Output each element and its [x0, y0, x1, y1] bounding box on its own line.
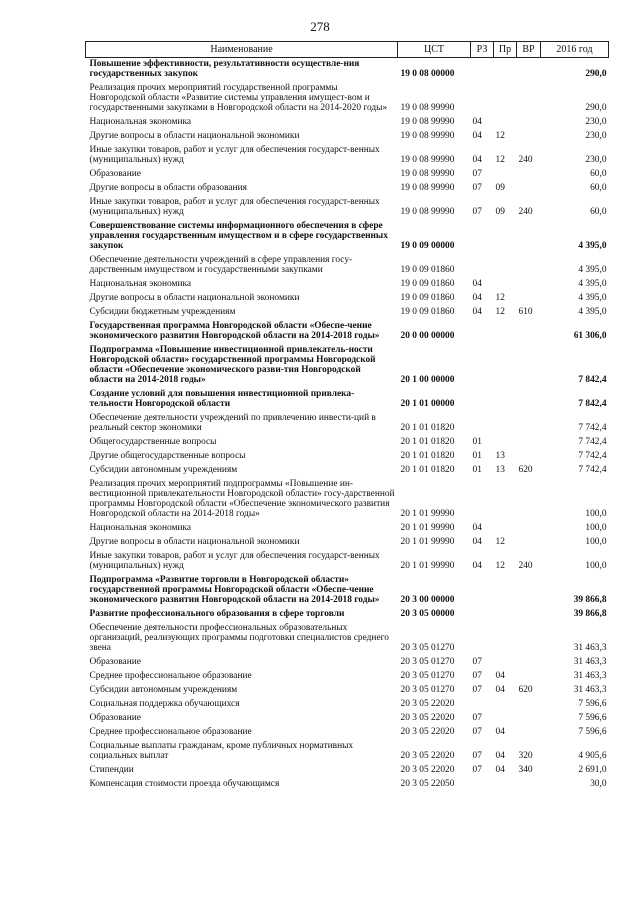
row-pr-cell: 12: [495, 561, 505, 571]
table-row: [86, 292, 609, 306]
column-header-name: Наименование: [86, 42, 398, 58]
row-vr-cell: [517, 254, 541, 278]
row-name-cell: Другие вопросы в области национальной экономики: [89, 131, 300, 141]
row-rz-cell: [471, 574, 494, 608]
row-pr-cell: 13: [495, 465, 505, 475]
row-sum-cell: 7 842,4: [578, 375, 607, 385]
table-row: [86, 522, 609, 536]
row-cst-cell: 20 0 00 00000: [400, 331, 455, 341]
row-cst-cell: 19 0 08 99990: [400, 117, 455, 127]
row-vr-cell: [517, 436, 541, 450]
row-cst-cell: 20 3 05 01270: [400, 685, 455, 695]
row-cst-cell: 19 0 08 99990: [400, 103, 455, 113]
row-rz-cell: 07: [472, 657, 482, 667]
row-cst-cell: 20 1 01 99990: [400, 537, 455, 547]
row-name-cell: Реализация прочих мероприятий подпрограммы «Повышение ин-вестиционной привлекательности Новгородской области» госу-дарственной программы Новгородской области «Обеспечение экономического развития Новгородской области на 2014-2018 годы»: [89, 479, 395, 519]
row-vr-cell: 240: [518, 561, 533, 571]
table-row: [86, 320, 609, 344]
row-vr-cell: [517, 698, 541, 712]
table-row: [86, 254, 609, 278]
row-name-cell: Образование: [89, 169, 141, 179]
row-rz-cell: 07: [472, 685, 482, 695]
table-row: [86, 574, 609, 608]
row-vr-cell: [517, 656, 541, 670]
row-cst-cell: 20 1 01 99990: [400, 523, 455, 533]
row-vr-cell: [517, 726, 541, 740]
row-name-cell: Иные закупки товаров, работ и услуг для обеспечения государст-венных (муниципальных) нужд: [89, 145, 380, 165]
row-pr-cell: [494, 436, 517, 450]
table-row: [86, 478, 609, 522]
row-sum-cell: 230,0: [585, 155, 607, 165]
row-sum-cell: 4 395,0: [578, 241, 607, 251]
row-vr-cell: 610: [518, 307, 533, 317]
row-pr-cell: [494, 522, 517, 536]
row-name-cell: Подпрограмма «Развитие торговли в Новгородской области» государственной программы Новгородской области «Обеспе-чение экономического развития Новгородской области на 2014-2018 годы»: [89, 575, 380, 605]
table-row: [86, 182, 609, 196]
row-pr-cell: [494, 412, 517, 436]
row-cst-cell: 20 1 01 01820: [400, 437, 455, 447]
row-cst-cell: 19 0 09 01860: [400, 265, 455, 275]
row-rz-cell: 04: [472, 523, 482, 533]
row-rz-cell: 04: [472, 155, 482, 165]
row-cst-cell: 20 3 05 22020: [400, 699, 455, 709]
column-header-rz: РЗ: [471, 42, 494, 58]
row-sum-cell: 31 463,3: [573, 671, 607, 681]
row-sum-cell: 7 742,4: [578, 423, 607, 433]
row-rz-cell: 01: [472, 465, 482, 475]
row-rz-cell: 04: [472, 307, 482, 317]
row-vr-cell: 240: [518, 155, 533, 165]
row-pr-cell: 09: [495, 183, 505, 193]
budget-table: [85, 41, 609, 792]
row-name-cell: Компенсация стоимости проезда обучающимся: [89, 779, 280, 789]
row-rz-cell: 07: [472, 169, 482, 179]
row-rz-cell: 01: [472, 451, 482, 461]
table-row: [86, 130, 609, 144]
row-rz-cell: [471, 344, 494, 388]
row-rz-cell: 07: [472, 751, 482, 761]
row-cst-cell: 20 1 01 99990: [400, 561, 455, 571]
row-pr-cell: [494, 220, 517, 254]
row-name-cell: Субсидии автономным учреждениям: [89, 465, 238, 475]
table-row: [86, 656, 609, 670]
row-vr-cell: [517, 168, 541, 182]
row-rz-cell: [471, 412, 494, 436]
row-pr-cell: 12: [495, 537, 505, 547]
row-cst-cell: 19 0 08 99990: [400, 131, 455, 141]
row-rz-cell: [471, 478, 494, 522]
row-vr-cell: [517, 130, 541, 144]
row-pr-cell: [494, 278, 517, 292]
row-vr-cell: [517, 278, 541, 292]
row-vr-cell: [517, 412, 541, 436]
row-rz-cell: [471, 778, 494, 792]
row-pr-cell: [494, 712, 517, 726]
row-vr-cell: 320: [518, 751, 533, 761]
row-rz-cell: 04: [472, 131, 482, 141]
row-cst-cell: 19 0 08 99990: [400, 183, 455, 193]
row-pr-cell: 12: [495, 131, 505, 141]
table-row: [86, 306, 609, 320]
row-sum-cell: 4 395,0: [578, 279, 607, 289]
row-vr-cell: [517, 82, 541, 116]
row-rz-cell: [471, 698, 494, 712]
row-name-cell: Стипендии: [89, 765, 134, 775]
row-vr-cell: [517, 574, 541, 608]
row-sum-cell: 39 866,8: [573, 595, 607, 605]
row-name-cell: Социальная поддержка обучающихся: [89, 699, 240, 709]
table-row: [86, 740, 609, 764]
row-vr-cell: [517, 670, 541, 684]
row-rz-cell: 07: [472, 727, 482, 737]
row-name-cell: Общегосударственные вопросы: [89, 437, 217, 447]
row-pr-cell: [494, 608, 517, 622]
row-vr-cell: 620: [518, 465, 533, 475]
row-sum-cell: 60,0: [590, 169, 607, 179]
row-rz-cell: 04: [472, 561, 482, 571]
row-rz-cell: 07: [472, 207, 482, 217]
table-row: [86, 712, 609, 726]
row-sum-cell: 7 842,4: [578, 399, 607, 409]
row-sum-cell: 7 596,6: [578, 699, 607, 709]
row-name-cell: Другие общегосударственные вопросы: [89, 451, 246, 461]
row-rz-cell: 04: [472, 293, 482, 303]
row-pr-cell: [494, 478, 517, 522]
row-name-cell: Субсидии бюджетным учреждениям: [89, 307, 236, 317]
row-cst-cell: 20 3 05 22020: [400, 751, 455, 761]
row-sum-cell: 100,0: [585, 523, 607, 533]
table-row: [86, 168, 609, 182]
row-cst-cell: 20 3 05 01270: [400, 671, 455, 681]
table-row: [86, 608, 609, 622]
row-name-cell: Образование: [89, 657, 141, 667]
row-name-cell: Среднее профессиональное образование: [89, 727, 252, 737]
row-sum-cell: 290,0: [585, 103, 607, 113]
row-sum-cell: 31 463,3: [573, 657, 607, 667]
row-vr-cell: [517, 58, 541, 83]
row-vr-cell: [517, 608, 541, 622]
row-pr-cell: 04: [495, 765, 505, 775]
row-name-cell: Реализация прочих мероприятий государственной программы Новгородской области «Развитие системы управления имущест-вом и государственными закупками в Новгородской области на 2014-2020 годы»: [89, 83, 388, 113]
row-sum-cell: 100,0: [585, 509, 607, 519]
row-sum-cell: 100,0: [585, 561, 607, 571]
row-vr-cell: [517, 344, 541, 388]
row-pr-cell: [494, 344, 517, 388]
row-vr-cell: [517, 712, 541, 726]
row-vr-cell: [517, 388, 541, 412]
row-sum-cell: 2 691,0: [578, 765, 607, 775]
row-sum-cell: 7 742,4: [578, 451, 607, 461]
row-cst-cell: 19 0 09 01860: [400, 279, 455, 289]
row-sum-cell: 100,0: [585, 537, 607, 547]
row-name-cell: Среднее профессиональное образование: [89, 671, 252, 681]
table-row: [86, 698, 609, 712]
row-vr-cell: [517, 522, 541, 536]
row-cst-cell: 20 3 05 22020: [400, 765, 455, 775]
row-name-cell: Обеспечение деятельности профессиональных образовательных организаций, реализующих программы подготовки специалистов среднего звена: [89, 623, 389, 653]
table-row: [86, 144, 609, 168]
row-vr-cell: [517, 778, 541, 792]
table-row: [86, 278, 609, 292]
row-name-cell: Национальная экономика: [89, 117, 192, 127]
row-vr-cell: [517, 116, 541, 130]
row-sum-cell: 60,0: [590, 183, 607, 193]
table-row: [86, 412, 609, 436]
row-cst-cell: 19 0 08 99990: [400, 169, 455, 179]
row-name-cell: Социальные выплаты гражданам, кроме публичных нормативных социальных выплат: [89, 741, 354, 761]
row-rz-cell: [471, 254, 494, 278]
row-cst-cell: 20 1 01 01820: [400, 423, 455, 433]
row-cst-cell: 20 3 05 01270: [400, 657, 455, 667]
row-vr-cell: [517, 220, 541, 254]
row-vr-cell: [517, 320, 541, 344]
row-cst-cell: 19 0 08 99990: [400, 155, 455, 165]
row-pr-cell: [494, 388, 517, 412]
row-pr-cell: [494, 698, 517, 712]
table-row: [86, 464, 609, 478]
row-cst-cell: 19 0 08 00000: [400, 69, 455, 79]
row-rz-cell: [471, 622, 494, 656]
table-row: [86, 550, 609, 574]
page-number: 278: [310, 19, 330, 34]
row-sum-cell: 60,0: [590, 207, 607, 217]
table-row: [86, 684, 609, 698]
row-vr-cell: [517, 478, 541, 522]
row-pr-cell: 12: [495, 307, 505, 317]
row-name-cell: Другие вопросы в области национальной экономики: [89, 537, 300, 547]
table-row: [86, 622, 609, 656]
row-rz-cell: [471, 220, 494, 254]
column-header-pr: Пр: [494, 42, 517, 58]
row-sum-cell: 7 596,6: [578, 727, 607, 737]
row-rz-cell: [471, 58, 494, 83]
row-pr-cell: [494, 320, 517, 344]
row-cst-cell: 19 0 09 00000: [400, 241, 455, 251]
row-rz-cell: 01: [472, 437, 482, 447]
row-name-cell: Иные закупки товаров, работ и услуг для обеспечения государст-венных (муниципальных) нужд: [89, 197, 380, 217]
row-pr-cell: [494, 778, 517, 792]
row-cst-cell: 20 1 01 00000: [400, 399, 455, 409]
row-pr-cell: 09: [495, 207, 505, 217]
table-row: [86, 58, 609, 83]
row-sum-cell: 230,0: [585, 131, 607, 141]
row-rz-cell: 07: [472, 183, 482, 193]
row-name-cell: Другие вопросы в области национальной экономики: [89, 293, 300, 303]
row-vr-cell: [517, 450, 541, 464]
row-cst-cell: 20 3 05 00000: [400, 609, 455, 619]
row-sum-cell: 4 395,0: [578, 265, 607, 275]
row-vr-cell: [517, 536, 541, 550]
row-pr-cell: 12: [495, 293, 505, 303]
row-rz-cell: [471, 608, 494, 622]
row-pr-cell: [494, 656, 517, 670]
table-row: [86, 436, 609, 450]
row-sum-cell: 4 905,6: [578, 751, 607, 761]
row-sum-cell: 31 463,3: [573, 685, 607, 695]
row-pr-cell: 04: [495, 685, 505, 695]
row-sum-cell: 230,0: [585, 117, 607, 127]
row-rz-cell: 04: [472, 279, 482, 289]
row-cst-cell: 20 3 00 00000: [400, 595, 455, 605]
row-name-cell: Образование: [89, 713, 141, 723]
row-cst-cell: 19 0 09 01860: [400, 307, 455, 317]
row-pr-cell: [494, 82, 517, 116]
row-cst-cell: 19 0 09 01860: [400, 293, 455, 303]
row-name-cell: Развитие профессионального образования в сфере торговли: [89, 609, 345, 619]
column-header-vr: ВР: [517, 42, 541, 58]
row-rz-cell: 07: [472, 671, 482, 681]
row-cst-cell: 20 1 01 01820: [400, 465, 455, 475]
row-cst-cell: 20 3 05 22020: [400, 727, 455, 737]
row-rz-cell: 07: [472, 713, 482, 723]
row-name-cell: Национальная экономика: [89, 279, 192, 289]
row-name-cell: Подпрограмма «Повышение инвестиционной привлекатель-ности Новгородской области» государственной программы Новгородской области «Обеспечение экономического разви-тия Новгородской области на 2014-2018 годы»: [89, 345, 376, 385]
row-cst-cell: 19 0 08 99990: [400, 207, 455, 217]
row-pr-cell: 13: [495, 451, 505, 461]
column-header-cst: ЦСТ: [398, 42, 471, 58]
row-sum-cell: 4 395,0: [578, 307, 607, 317]
row-name-cell: Совершенствование системы информационного обеспечения в сфере управления государственным имуществом и в сфере государственных закупок: [89, 221, 388, 251]
table-row: [86, 764, 609, 778]
row-pr-cell: [494, 58, 517, 83]
row-vr-cell: 620: [518, 685, 533, 695]
row-sum-cell: 31 463,3: [573, 643, 607, 653]
row-sum-cell: 7 742,4: [578, 437, 607, 447]
row-pr-cell: [494, 116, 517, 130]
row-pr-cell: [494, 168, 517, 182]
row-sum-cell: 39 866,8: [573, 609, 607, 619]
table-row: [86, 344, 609, 388]
row-vr-cell: [517, 292, 541, 306]
row-name-cell: Обеспечение деятельности учреждений по привлечению инвести-ций в реальный сектор экономики: [89, 413, 376, 433]
row-rz-cell: 07: [472, 765, 482, 775]
table-row: [86, 726, 609, 740]
row-vr-cell: 340: [518, 765, 533, 775]
row-sum-cell: 290,0: [585, 69, 607, 79]
row-pr-cell: 12: [495, 155, 505, 165]
row-rz-cell: [471, 82, 494, 116]
row-sum-cell: 30,0: [590, 779, 607, 789]
row-sum-cell: 7 596,6: [578, 713, 607, 723]
row-cst-cell: 20 3 05 22020: [400, 713, 455, 723]
row-rz-cell: [471, 388, 494, 412]
table-row: [86, 670, 609, 684]
row-cst-cell: 20 3 05 22050: [400, 779, 455, 789]
row-rz-cell: 04: [472, 117, 482, 127]
row-rz-cell: [471, 320, 494, 344]
row-vr-cell: [517, 182, 541, 196]
row-pr-cell: [494, 254, 517, 278]
row-pr-cell: 04: [495, 727, 505, 737]
table-row: [86, 536, 609, 550]
row-sum-cell: 4 395,0: [578, 293, 607, 303]
row-name-cell: Субсидии автономным учреждениям: [89, 685, 238, 695]
table-row: [86, 116, 609, 130]
row-vr-cell: 240: [518, 207, 533, 217]
row-name-cell: Повышение эффективности, результативности осуществле-ния государственных закупок: [89, 59, 360, 79]
row-name-cell: Другие вопросы в области образования: [89, 183, 247, 193]
row-cst-cell: 20 1 01 01820: [400, 451, 455, 461]
row-name-cell: Создание условий для повышения инвестиционной привлека-тельности Новгородской области: [89, 389, 355, 409]
table-row: [86, 82, 609, 116]
table-header-row: [86, 42, 609, 58]
row-vr-cell: [517, 622, 541, 656]
row-pr-cell: [494, 622, 517, 656]
row-sum-cell: 61 306,0: [573, 331, 607, 341]
column-header-year: 2016 год: [541, 42, 609, 58]
table-row: [86, 196, 609, 220]
table-row: [86, 220, 609, 254]
row-cst-cell: 20 1 01 99990: [400, 509, 455, 519]
row-pr-cell: 04: [495, 751, 505, 761]
row-name-cell: Иные закупки товаров, работ и услуг для обеспечения государст-венных (муниципальных) нужд: [89, 551, 380, 571]
table-row: [86, 778, 609, 792]
table-row: [86, 388, 609, 412]
row-name-cell: Национальная экономика: [89, 523, 192, 533]
row-rz-cell: 04: [472, 537, 482, 547]
row-pr-cell: 04: [495, 671, 505, 681]
row-pr-cell: [494, 574, 517, 608]
row-sum-cell: 7 742,4: [578, 465, 607, 475]
table-row: [86, 450, 609, 464]
row-cst-cell: 20 1 00 00000: [400, 375, 455, 385]
row-name-cell: Обеспечение деятельности учреждений в сфере управления госу-дарственным имуществом и государственными закупками: [89, 255, 353, 275]
row-cst-cell: 20 3 05 01270: [400, 643, 455, 653]
row-name-cell: Государственная программа Новгородской области «Обеспе-чение экономического развития Новгородской области на 2014-2018 годы»: [89, 321, 380, 341]
